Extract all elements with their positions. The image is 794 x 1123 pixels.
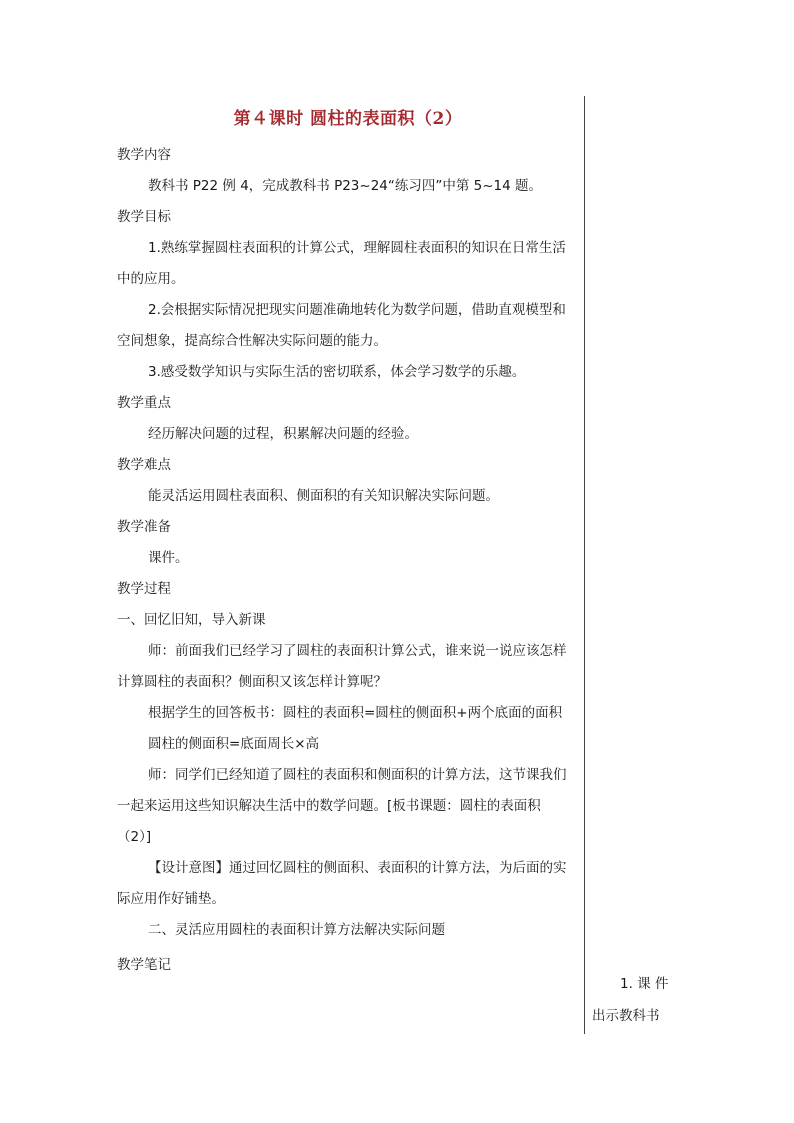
- body-line: （2）]: [117, 829, 152, 845]
- section-heading-goals: 教学目标: [117, 209, 171, 225]
- body-line: 圆柱的侧面积=底面周长×高: [148, 736, 320, 752]
- body-line: 中的应用。: [117, 271, 185, 287]
- page-title: 第４课时 圆柱的表面积（2）: [233, 109, 463, 129]
- section-heading-content: 教学内容: [117, 147, 171, 163]
- section-heading-key-points: 教学重点: [117, 395, 171, 411]
- subsection-heading: 二、灵活应用圆柱的表面积计算方法解决实际问题: [148, 922, 445, 938]
- section-heading-preparation: 教学准备: [117, 519, 171, 535]
- body-line: 师：同学们已经知道了圆柱的表面积和侧面积的计算方法，这节课我们: [148, 767, 567, 783]
- body-line: 2.会根据实际情况把现实问题准确地转化为数学问题，借助直观模型和: [148, 302, 566, 318]
- body-line: 根据学生的回答板书：圆柱的表面积=圆柱的侧面积+两个底面的面积: [148, 705, 563, 721]
- body-line: 课件。: [148, 550, 189, 566]
- body-line: 一起来运用这些知识解决生活中的数学问题。[板书课题：圆柱的表面积: [117, 798, 541, 814]
- body-line: 师：前面我们已经学习了圆柱的表面积计算公式，谁来说一说应该怎样: [148, 643, 567, 659]
- body-line: 计算圆柱的表面积？侧面积又该怎样计算呢？: [117, 674, 387, 690]
- section-heading-difficulties: 教学难点: [117, 457, 171, 473]
- body-line: 3.感受数学知识与实际生活的密切联系，体会学习数学的乐趣。: [148, 364, 526, 380]
- body-line: 能灵活运用圆柱表面积、侧面积的有关知识解决实际问题。: [148, 488, 499, 504]
- notes-heading: 教学笔记: [117, 957, 171, 973]
- body-line: 际应用作好铺垫。: [117, 891, 225, 907]
- body-line: 空间想象，提高综合性解决实际问题的能力。: [117, 333, 387, 349]
- body-line: 教科书 P22 例 4，完成教科书 P23~24“练习四”中第 5~14 题。: [148, 178, 543, 194]
- subsection-heading: 一、回忆旧知，导入新课: [117, 612, 266, 628]
- section-heading-process: 教学过程: [117, 581, 171, 597]
- side-note: 1. 课 件: [620, 976, 669, 992]
- vertical-divider: [584, 96, 585, 1034]
- body-line: 1.熟练掌握圆柱表面积的计算公式，理解圆柱表面积的知识在日常生活: [148, 240, 566, 256]
- design-intent-line: 【设计意图】通过回忆圆柱的侧面积、表面积的计算方法，为后面的实: [148, 860, 567, 876]
- side-note: 出示教科书: [592, 1008, 660, 1024]
- body-line: 经历解决问题的过程，积累解决问题的经验。: [148, 426, 418, 442]
